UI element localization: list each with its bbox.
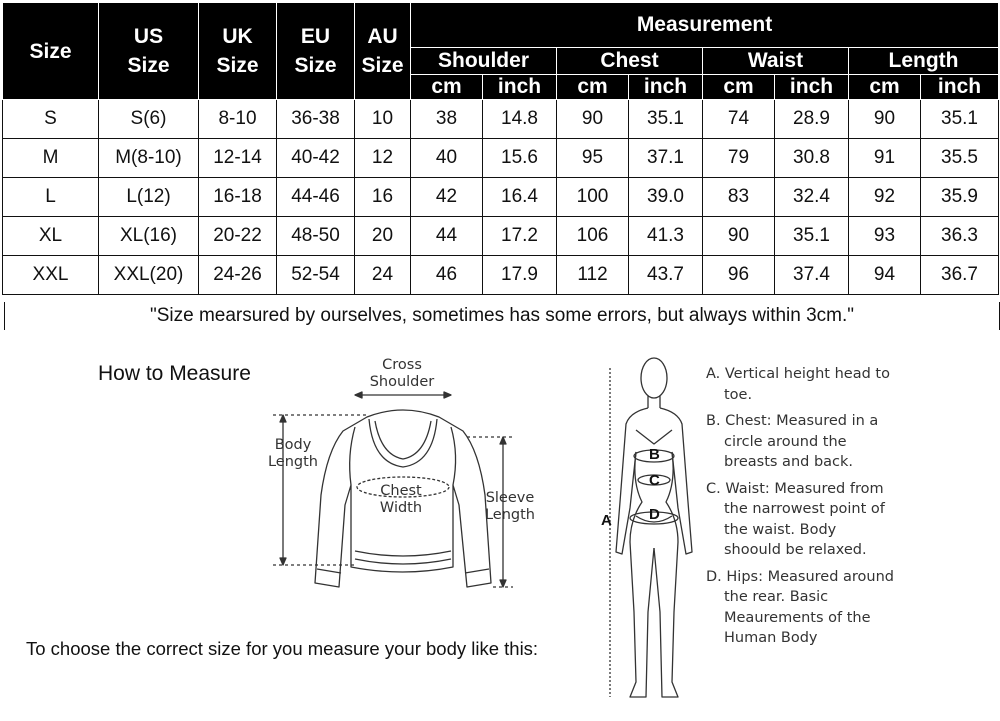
table-cell: 12-14 — [199, 139, 277, 178]
table-cell: 96 — [703, 256, 775, 295]
table-cell: 43.7 — [629, 256, 703, 295]
marker-d: D — [649, 506, 660, 523]
unit-header: inch — [921, 75, 999, 100]
how-to-measure-title: How to Measure — [98, 362, 251, 385]
size-note: "Size mearsured by ourselves, sometimes has some errors, but always within 3cm." — [4, 302, 1000, 330]
table-cell: 48-50 — [277, 217, 355, 256]
table-cell: 95 — [557, 139, 629, 178]
sweater-diagram — [255, 355, 545, 605]
size-chart-table — [2, 2, 999, 295]
table-cell: XXL — [3, 256, 99, 295]
table-cell: 46 — [411, 256, 483, 295]
table-cell: 35.1 — [775, 217, 849, 256]
table-cell: 92 — [849, 178, 921, 217]
table-cell: 40 — [411, 139, 483, 178]
table-cell: XXL(20) — [99, 256, 199, 295]
header-chest: Chest — [557, 48, 703, 75]
header-length: Length — [849, 48, 999, 75]
choose-size-instruction: To choose the correct size for you measure your body like this: — [26, 638, 539, 659]
table-cell: 90 — [557, 100, 629, 139]
table-cell: S(6) — [99, 100, 199, 139]
table-cell: 10 — [355, 100, 411, 139]
table-cell: 30.8 — [775, 139, 849, 178]
table-cell: 90 — [703, 217, 775, 256]
table-cell: 35.1 — [629, 100, 703, 139]
table-cell: 44-46 — [277, 178, 355, 217]
table-cell: 35.9 — [921, 178, 999, 217]
table-cell: 100 — [557, 178, 629, 217]
cross-shoulder-label: Cross Shoulder — [369, 357, 435, 390]
table-cell: 16.4 — [483, 178, 557, 217]
unit-header: cm — [849, 75, 921, 100]
chest-width-label: Chest Width — [379, 483, 423, 516]
table-cell: 112 — [557, 256, 629, 295]
body-length-label: Body Length — [267, 437, 318, 470]
table-cell: 106 — [557, 217, 629, 256]
table-cell: 93 — [849, 217, 921, 256]
table-cell: 32.4 — [775, 178, 849, 217]
table-cell: 83 — [703, 178, 775, 217]
unit-header: cm — [411, 75, 483, 100]
legend-item-c: C. Waist: Measured from the narrowest point of the waist. Body shoould be relaxed. — [706, 480, 885, 558]
table-cell: 28.9 — [775, 100, 849, 139]
header-eu-size: EU Size — [277, 3, 355, 100]
header-us-size: US Size — [99, 3, 199, 100]
table-cell: L(12) — [99, 178, 199, 217]
table-row — [3, 100, 999, 139]
header-waist: Waist — [703, 48, 849, 75]
unit-header: inch — [483, 75, 557, 100]
table-cell: 24-26 — [199, 256, 277, 295]
header-size: Size — [3, 3, 99, 100]
table-cell: 38 — [411, 100, 483, 139]
table-cell: 74 — [703, 100, 775, 139]
table-cell: 40-42 — [277, 139, 355, 178]
table-cell: 94 — [849, 256, 921, 295]
table-row — [3, 178, 999, 217]
human-body-figure — [596, 352, 706, 721]
measurement-legend — [706, 364, 896, 655]
marker-a: A — [601, 512, 612, 529]
table-cell: 41.3 — [629, 217, 703, 256]
table-cell: 24 — [355, 256, 411, 295]
header-shoulder: Shoulder — [411, 48, 557, 75]
table-cell: S — [3, 100, 99, 139]
legend-item-a: A. Vertical height head to toe. — [706, 366, 890, 403]
table-cell: 35.1 — [921, 100, 999, 139]
table-cell: M(8-10) — [99, 139, 199, 178]
table-cell: 15.6 — [483, 139, 557, 178]
header-measurement: Measurement — [411, 3, 999, 48]
table-cell: M — [3, 139, 99, 178]
table-cell: 79 — [703, 139, 775, 178]
header-au-size: AU Size — [355, 3, 411, 100]
table-cell: 8-10 — [199, 100, 277, 139]
table-cell: 37.4 — [775, 256, 849, 295]
table-cell: 14.8 — [483, 100, 557, 139]
table-cell: 91 — [849, 139, 921, 178]
table-cell: 17.2 — [483, 217, 557, 256]
table-cell: 52-54 — [277, 256, 355, 295]
table-cell: 20-22 — [199, 217, 277, 256]
table-cell: 36.7 — [921, 256, 999, 295]
unit-header: inch — [775, 75, 849, 100]
table-cell: 36.3 — [921, 217, 999, 256]
table-cell: 42 — [411, 178, 483, 217]
header-uk-size: UK Size — [199, 3, 277, 100]
table-cell: 37.1 — [629, 139, 703, 178]
table-cell: L — [3, 178, 99, 217]
sleeve-length-label: Sleeve Length — [484, 490, 535, 523]
size-table-body — [3, 100, 999, 295]
table-cell: 16 — [355, 178, 411, 217]
marker-c: C — [649, 472, 660, 489]
table-row — [3, 139, 999, 178]
table-cell: 36-38 — [277, 100, 355, 139]
table-row — [3, 217, 999, 256]
table-row — [3, 256, 999, 295]
unit-header: inch — [629, 75, 703, 100]
table-cell: 17.9 — [483, 256, 557, 295]
table-cell: 39.0 — [629, 178, 703, 217]
table-cell: 16-18 — [199, 178, 277, 217]
table-cell: XL — [3, 217, 99, 256]
table-cell: 20 — [355, 217, 411, 256]
legend-item-d: D. Hips: Measured around the rear. Basic Meaurements of the Human Body — [706, 568, 894, 646]
unit-header: cm — [557, 75, 629, 100]
table-cell: XL(16) — [99, 217, 199, 256]
legend-item-b: B. Chest: Measured in a circle around the breasts and back. — [706, 413, 879, 470]
table-cell: 44 — [411, 217, 483, 256]
table-cell: 12 — [355, 139, 411, 178]
unit-header: cm — [703, 75, 775, 100]
table-cell: 90 — [849, 100, 921, 139]
table-cell: 35.5 — [921, 139, 999, 178]
marker-b: B — [649, 446, 660, 463]
